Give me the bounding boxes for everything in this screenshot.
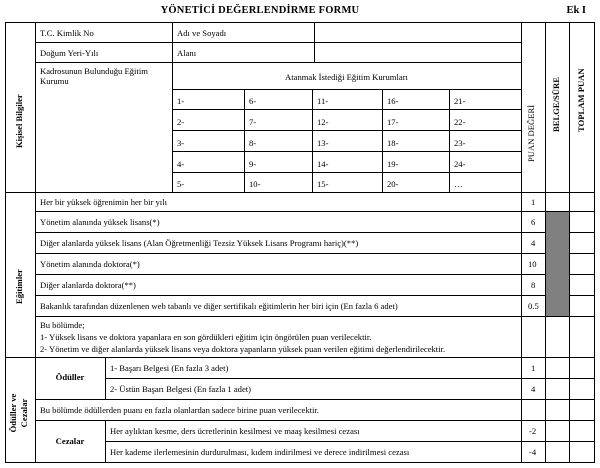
awards-note: Bu bölümde ödüllerden puanı en fazla olanlardan sadece birine puan verilecektir. — [40, 405, 319, 415]
education-item-text: Yönetim alanında doktora(*) — [40, 259, 140, 269]
school-slot[interactable]: 19- — [387, 159, 399, 169]
education-item-text: Her bir yüksek öğrenimin her bir yılı — [40, 197, 167, 207]
penalty-item-points: -2 — [529, 426, 537, 436]
document-column-header: BELGE/SÜRE — [551, 77, 561, 132]
school-slot[interactable]: 5- — [177, 179, 185, 189]
school-slot[interactable]: 6- — [249, 96, 257, 106]
award-item-text: 1- Başarı Belgesi (En fazla 3 adet) — [110, 363, 229, 373]
school-slot[interactable]: 11- — [317, 96, 329, 106]
school-slot[interactable]: 14- — [317, 159, 329, 169]
points-column-header: PUAN DEĞERİ — [526, 104, 536, 162]
education-item-points: 1 — [531, 197, 536, 207]
school-slot[interactable]: 16- — [387, 96, 399, 106]
birth-label: Doğum Yeri-Yılı — [40, 48, 99, 58]
school-slot[interactable]: … — [454, 179, 463, 189]
school-label: Kadrosunun Bulunduğu Eğitim Kurumu — [40, 66, 148, 86]
school-slot[interactable]: 20- — [387, 179, 399, 189]
awards-label: Ödüller — [55, 372, 85, 382]
penalties-label: Cezalar — [55, 436, 85, 446]
penalty-item-text: Her aylıktan kesme, ders ücretlerinin kesilmesi ve maaş kesilmesi cezası — [110, 426, 360, 436]
name-label: Adı ve Soyadı — [177, 28, 227, 38]
award-item-points: 4 — [531, 384, 536, 394]
field-label: Alanı — [177, 48, 197, 58]
section-awards-label: Ödüller ve Cezalar — [8, 393, 29, 433]
school-slot[interactable]: 23- — [454, 138, 466, 148]
school-slot[interactable]: 7- — [249, 117, 257, 127]
school-slot[interactable]: 18- — [387, 138, 399, 148]
education-item-points: 10 — [528, 259, 537, 269]
preferred-schools-label: Atanmak İstediği Eğitim Kurumları — [285, 72, 408, 82]
form-title: YÖNETİCİ DEĞERLENDİRME FORMU — [160, 5, 360, 16]
school-slot[interactable]: 13- — [317, 138, 329, 148]
school-slot[interactable]: 2- — [177, 117, 185, 127]
education-item-points: 0.5 — [528, 301, 539, 311]
school-slot[interactable]: 9- — [249, 159, 257, 169]
education-item-text: Bakanlık tarafından düzenlenen web tabanlı ve diğer sertifikalı eğitimlerin her biri için (En fazla 6 adet) — [40, 301, 398, 311]
section-education-label: Eğitimler — [14, 269, 24, 304]
school-slot[interactable]: 15- — [317, 179, 329, 189]
education-item-text: Diğer alanlarda yüksek lisans (Alan Öğretmenliği Tezsiz Yüksek Lisans Programı hariç)(**) — [40, 238, 359, 248]
form-code: Ek I — [566, 5, 586, 16]
school-slot[interactable]: 21- — [454, 96, 466, 106]
education-item-points: 4 — [531, 238, 536, 248]
school-slot[interactable]: 12- — [317, 117, 329, 127]
school-slot[interactable]: 3- — [177, 138, 185, 148]
school-slot[interactable]: 22- — [454, 117, 466, 127]
school-slot[interactable]: 17- — [387, 117, 399, 127]
school-slot[interactable]: 1- — [177, 96, 185, 106]
school-slot[interactable]: 4- — [177, 159, 185, 169]
education-item-points: 8 — [531, 280, 536, 290]
section-personal-label: Kişisel Bilgiler — [14, 94, 24, 148]
education-note: 2- Yönetim ve diğer alanlarda yüksek lisans veya doktora yapanların yüksek puan verilen eğitimi değerlendirilecektir. — [40, 344, 446, 354]
education-item-text: Diğer alanlarda doktora(**) — [40, 280, 136, 290]
education-item-text: Yönetim alanında yüksek lisans(*) — [40, 217, 160, 227]
education-note: 1- Yüksek lisans ve doktora yapanlara en son gördükleri eğitim için öngörülen puan verilecektir. — [40, 332, 372, 342]
school-slot[interactable]: 10- — [249, 179, 261, 189]
school-slot[interactable]: 24- — [454, 159, 466, 169]
total-column-header: TOPLAM PUAN — [576, 68, 586, 132]
education-note: Bu bölümde; — [40, 320, 85, 330]
penalty-item-text: Her kademe ilerlemesinin durdurulması, kıdem indirilmesi ve derece indirilmesi cezası — [110, 447, 410, 457]
award-item-text: 2- Üstün Başarı Belgesi (En fazla 1 adet) — [110, 384, 252, 394]
award-item-points: 1 — [531, 363, 536, 373]
shaded-cell — [546, 212, 569, 316]
school-slot[interactable]: 8- — [249, 138, 257, 148]
education-item-points: 6 — [531, 217, 536, 227]
evaluation-form-table — [5, 22, 600, 468]
tc-label: T.C. Kimlik No — [40, 28, 94, 38]
penalty-item-points: -4 — [529, 447, 537, 457]
